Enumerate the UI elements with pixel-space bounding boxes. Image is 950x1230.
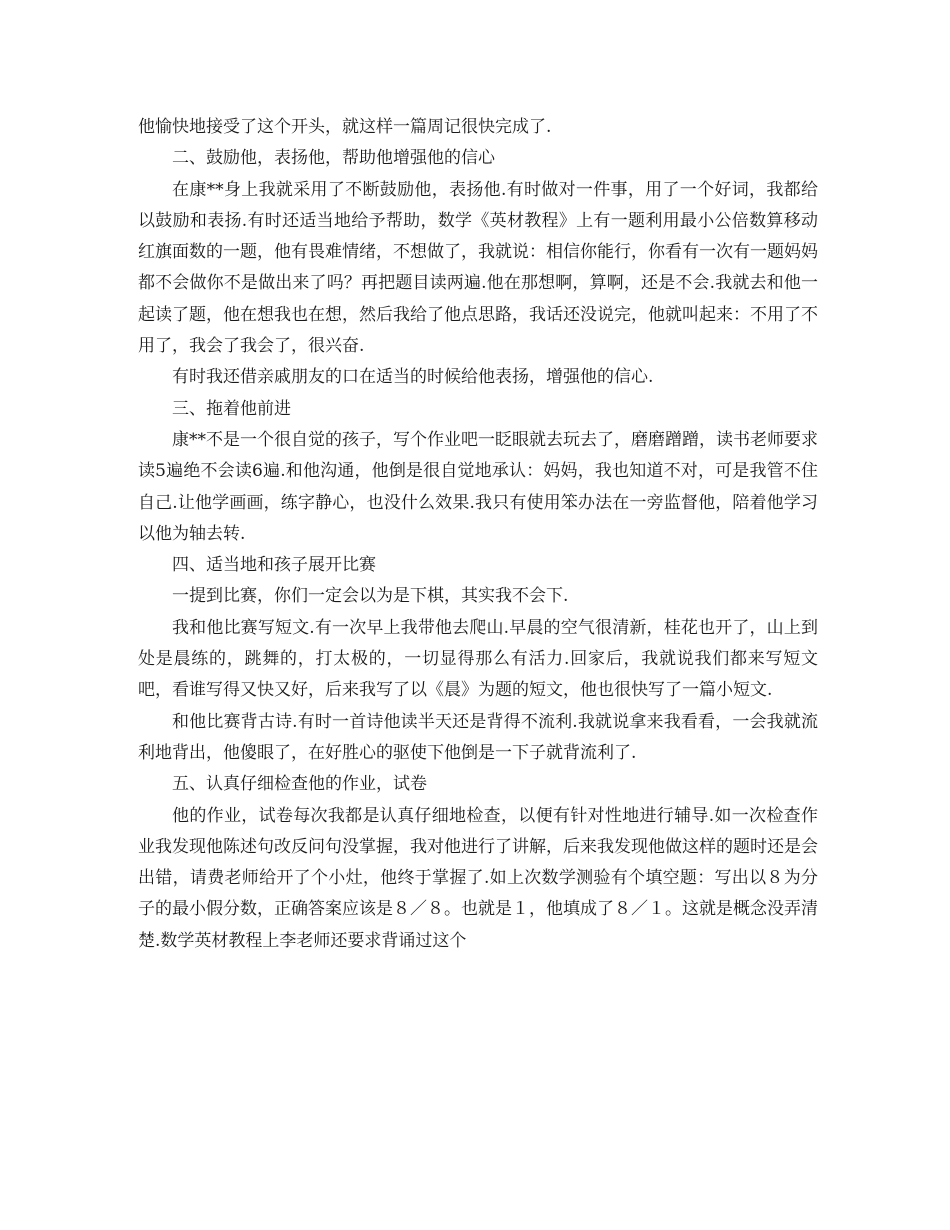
paragraph-10: 和他比赛背古诗.有时一首诗他读半天还是背得不流利.我就说拿来我看看，一会我就流利地背出，他傻眼了，在好胜心的驱使下他倒是一下子就背流利了.: [138, 711, 818, 763]
document-body: [138, 112, 818, 957]
paragraph-1: 他愉快地接受了这个开头，就这样一篇周记很快完成了.: [138, 117, 552, 137]
paragraph-9: 我和他比赛写短文.有一次早上我带他去爬山.早晨的空气很清新，桂花也开了，山上到处是晨练的，跳舞的，打太极的，一切显得那么有活力.回家后，我就说我们都来写短文吧，看谁写得又快又好，后来我写了以《晨》为题的短文，他也很快写了一篇小短文.: [138, 617, 818, 701]
paragraph-12: 他的作业，试卷每次我都是认真仔细地检查，以便有针对性地进行辅导.如一次检查作业我发现他陈述句改反问句没掌握，我对他进行了讲解，后来我发现他做这样的题时还是会出错，请费老师给开了个小灶，他终于掌握了.如上次数学测验有个填空题：写出以８为分子的最小假分数，正确答案应该是８／８。也就是１，他填成了８／１。这就是概念没弄清楚.数学英材教程上李老师还要求背诵过这个: [138, 805, 818, 951]
paragraph-6: 康**不是一个很自觉的孩子，写个作业吧一眨眼就去玩去了，磨磨蹭蹭，读书老师要求读5遍绝不会读6遍.和他沟通，他倒是很自觉地承认：妈妈，我也知道不对，可是我管不住自己.让他学画画，练字静心，也没什么效果.我只有使用笨办法在一旁监督他，陪着他学习以他为轴去转.: [138, 429, 818, 544]
paragraph-8: 一提到比赛，你们一定会以为是下棋，其实我不会下.: [172, 586, 569, 607]
section-heading-5: 五、认真仔细检查他的作业，试卷: [172, 774, 427, 795]
paragraph-4: 有时我还借亲戚朋友的口在适当的时候给他表扬，增强他的信心.: [172, 367, 654, 388]
section-heading-2: 二、鼓励他，表扬他，帮助他增强他的信心: [172, 148, 495, 169]
section-heading-4: 四、适当地和孩子展开比赛: [172, 555, 376, 576]
section-heading-3: 三、拖着他前进: [172, 398, 291, 419]
paragraph-3: 在康**身上我就采用了不断鼓励他，表扬他.有时做对一件事，用了一个好词，我都给以鼓励和表扬.有时还适当地给予帮助，数学《英材教程》上有一题利用最小公倍数算移动红旗面数的一题，他有畏难情绪，不想做了，我就说：相信你能行，你看有一次有一题妈妈都不会做你不是做出来了吗？再把题目读两遍.他在那想啊，算啊，还是不会.我就去和他一起读了题，他在想我也在想，然后我给了他点思路，我话还没说完，他就叫起来：不用了不用了，我会了我会了，很兴奋.: [138, 179, 818, 357]
